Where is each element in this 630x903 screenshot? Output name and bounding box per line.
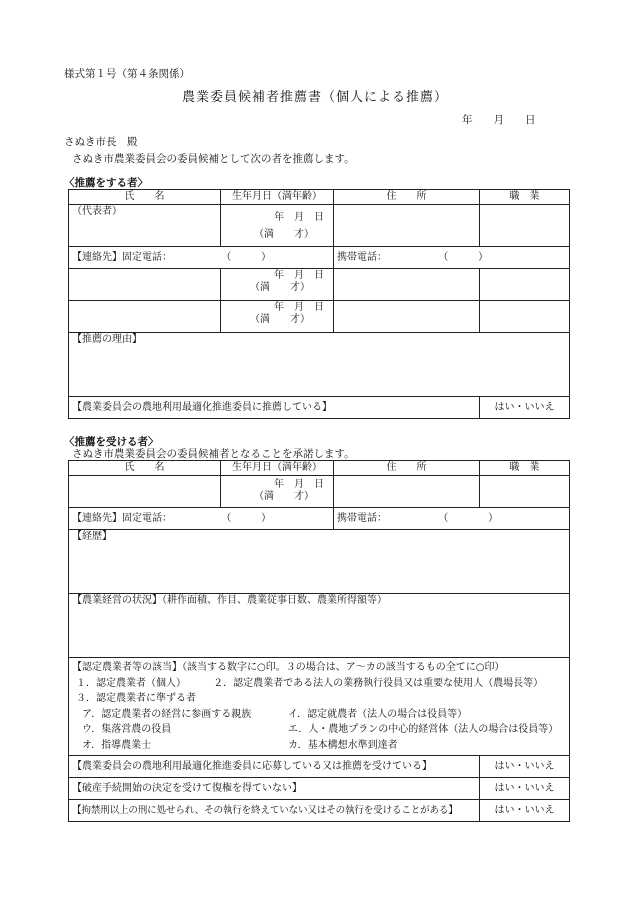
representative-label: （代表者） [72, 206, 122, 217]
header-name: 氏 名 [69, 461, 221, 476]
mobile-label: 携帯電話： [337, 251, 387, 263]
representative-job-cell[interactable] [480, 205, 570, 247]
birth-ymd: 年 月 日 [274, 212, 324, 223]
candidate-job-cell[interactable] [480, 476, 570, 508]
certified-option-e[interactable]: エ．人・農地プランの中心的経営体（法人の場合は役員等） [288, 724, 559, 735]
promoter-question: 【農業委員会の農地利用最適化推進委員に推薦している】 [69, 397, 480, 419]
certified-option-u[interactable]: ウ．集落営農の役員 [82, 724, 172, 735]
recommender-3-job-cell[interactable] [480, 301, 570, 333]
certified-option-ka[interactable]: カ．基本構想水準到達者 [288, 739, 398, 751]
career-label: 【経歴】 [72, 531, 112, 542]
mobile-paren: （ ） [438, 512, 499, 524]
addressee: さぬき市長 殿 [64, 136, 138, 148]
certified-row-4 [72, 738, 566, 754]
date-line: 年 月 日 [462, 114, 536, 126]
representative-address-cell[interactable] [334, 205, 480, 247]
representative-name-cell[interactable] [69, 205, 221, 247]
candidate-table [68, 460, 570, 822]
birth-ymd: 年 月 日 [274, 302, 324, 313]
age-label: （満 才） [250, 282, 310, 293]
question-promoter: 【農業委員会の農地利用最適化推進委員に応募している又は推薦を受けている】 [69, 756, 480, 778]
mobile-label: 携帯電話： [337, 512, 387, 524]
certified-heading: 【認定農業者等の該当】（該当する数字に○印。３の場合は、ア～カの該当するもの全てに○印） [72, 662, 505, 673]
intro-text: さぬき市農業委員会の委員候補として次の者を推薦します。 [72, 153, 355, 165]
certified-option-1[interactable]: １．認定農業者（個人） [76, 677, 186, 689]
header-name: 氏 名 [69, 190, 221, 205]
form-number: 様式第１号（第４条関係） [64, 68, 190, 80]
recommender-3-address-cell[interactable] [334, 301, 480, 333]
certified-farmer-cell [69, 658, 570, 756]
candidate-phone-cell[interactable] [69, 508, 334, 530]
question-imprisonment-yes-no[interactable]: はい・いいえ [480, 800, 570, 822]
candidate-section-label: 〈推薦を受ける者〉 [64, 436, 159, 448]
phone-label: 【連絡先】固定電話： [72, 251, 172, 263]
certified-option-a[interactable]: ア．認定農業者の経営に参画する親族 [82, 708, 252, 720]
recommender-phone-cell[interactable] [69, 247, 334, 269]
question-imprisonment: 【拘禁刑以上の刑に処せられ、その執行を終えていない又はその執行を受けることがある】 [69, 800, 480, 822]
phone-paren: （ ） [221, 512, 272, 524]
recommender-2-address-cell[interactable] [334, 269, 480, 301]
phone-paren: （ ） [221, 251, 272, 263]
certified-option-2[interactable]: ２．認定農業者である法人の業務執行役員又は重要な使用人（農場長等） [213, 677, 544, 689]
recommender-2-job-cell[interactable] [480, 269, 570, 301]
header-address: 住 所 [334, 461, 480, 476]
certified-row-3 [72, 722, 566, 738]
age-label: （満 才） [254, 229, 314, 240]
recommender-2-birth-cell[interactable] [221, 269, 334, 301]
birth-ymd: 年 月 日 [274, 270, 324, 281]
recommender-mobile-cell[interactable] [334, 247, 570, 269]
candidate-birth-cell[interactable] [221, 476, 334, 508]
promoter-yes-no[interactable]: はい・いいえ [480, 397, 570, 419]
candidate-mobile-cell[interactable] [334, 508, 570, 530]
certified-row-1 [72, 676, 566, 692]
phone-label: 【連絡先】固定電話： [72, 512, 172, 524]
representative-birth-cell[interactable] [221, 205, 334, 247]
age-label: （満 才） [254, 491, 314, 502]
certified-row-2 [72, 707, 566, 723]
recommender-3-name-cell[interactable] [69, 301, 221, 333]
farming-status-cell[interactable] [69, 594, 570, 658]
certified-option-3[interactable]: ３．認定農業者に準ずる者 [76, 693, 196, 704]
recommender-2-name-cell[interactable] [69, 269, 221, 301]
question-bankruptcy-yes-no[interactable]: はい・いいえ [480, 778, 570, 800]
age-label: （満 才） [250, 314, 310, 325]
header-job: 職 業 [480, 461, 570, 476]
certified-option-o[interactable]: オ．指導農業士 [82, 739, 152, 751]
recommender-table [68, 189, 570, 419]
recommender-3-birth-cell[interactable] [221, 301, 334, 333]
candidate-name-cell[interactable] [69, 476, 221, 508]
career-cell[interactable] [69, 530, 570, 594]
recommender-section-label: 〈推薦をする者〉 [64, 177, 148, 189]
form-title: 農業委員候補者推薦書（個人による推薦） [181, 90, 448, 105]
header-address: 住 所 [334, 190, 480, 205]
question-promoter-yes-no[interactable]: はい・いいえ [480, 756, 570, 778]
certified-option-i[interactable]: イ．認定就農者（法人の場合は役員等） [288, 708, 468, 720]
mobile-paren: （ ） [438, 251, 489, 263]
header-birth: 生年月日（満年齢） [221, 190, 334, 205]
recommendation-reason-cell[interactable] [69, 333, 570, 397]
consent-text: さぬき市農業委員会の委員候補者となることを承諾します。 [72, 448, 355, 460]
candidate-address-cell[interactable] [334, 476, 480, 508]
farming-label: 【農業経営の状況】（耕作面積、作目、農業従事日数、農業所得額等） [72, 595, 387, 606]
header-birth: 生年月日（満年齢） [221, 461, 334, 476]
birth-ymd: 年 月 日 [274, 479, 324, 490]
reason-label: 【推薦の理由】 [72, 334, 142, 345]
question-bankruptcy: 【破産手続開始の決定を受けて復権を得ていない】 [69, 778, 480, 800]
header-job: 職 業 [480, 190, 570, 205]
